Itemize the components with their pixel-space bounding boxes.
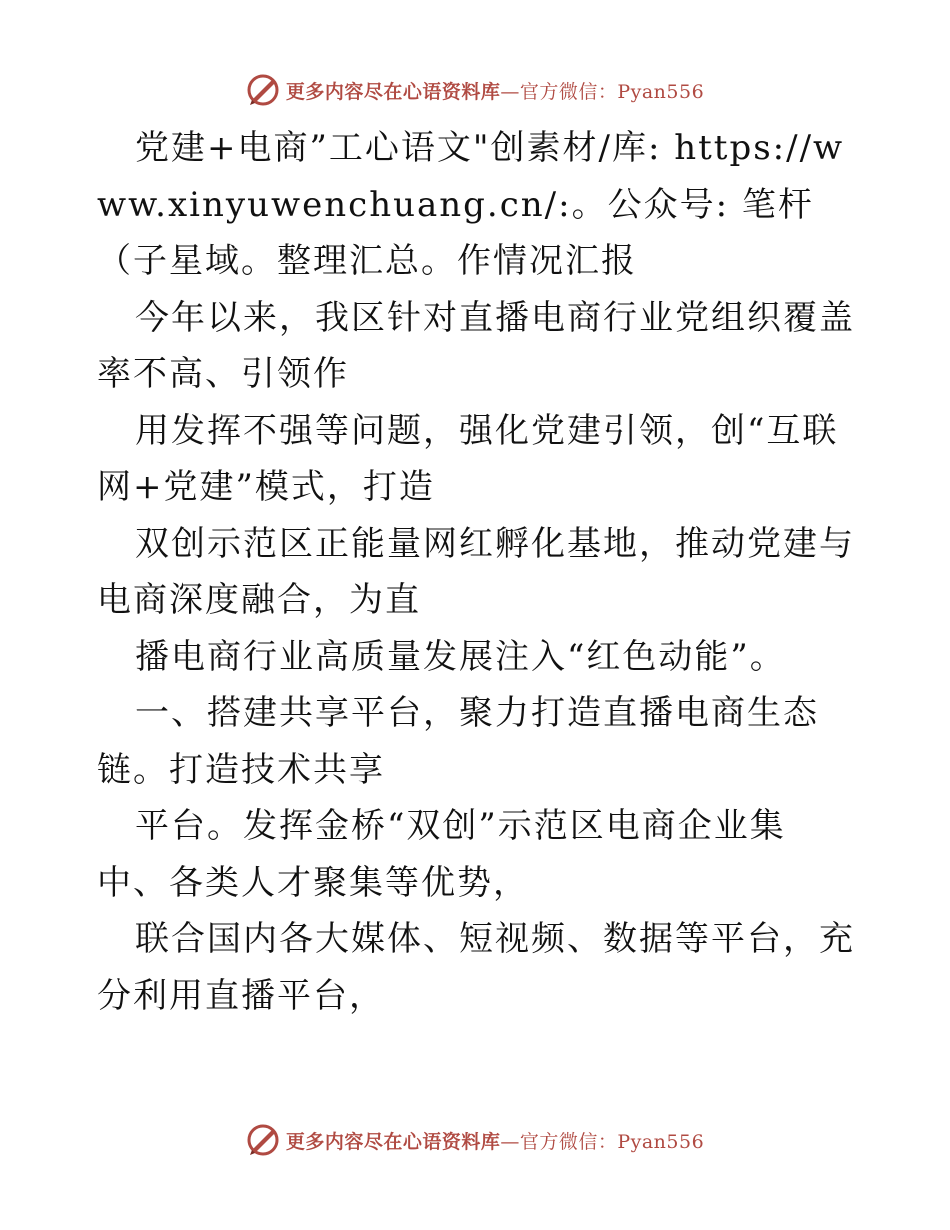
paragraph-3: 用发挥不强等问题，强化党建引领，创“互联网+党建”模式，打造 [97, 410, 839, 507]
paragraph-4: 双创示范区正能量网红孵化基地，推动党建与电商深度融合，为直 [97, 523, 855, 620]
paragraph-2: 今年以来，我区针对直播电商行业党组织覆盖率不高、引领作 [97, 297, 855, 394]
footer-banner [0, 1120, 950, 1160]
pen-logo-icon [246, 73, 280, 107]
paragraph-1: 党建+电商”工心语文"创素材/库: https://www.xinyuwenchuang.cn/:。公众号: 笔杆（子星域。整理汇总。作情况汇报 [97, 128, 845, 281]
header-banner-contact: 官方微信：Pyan556 [519, 80, 705, 103]
footer-banner-text [286, 1127, 704, 1154]
document-body [97, 120, 857, 1024]
paragraph-7: 平台。发挥金桥“双创”示范区电商企业集中、各类人才聚集等优势， [97, 806, 786, 903]
header-banner-text [286, 77, 704, 104]
paragraph-5: 播电商行业高质量发展注入“红色动能”。 [135, 636, 786, 677]
header-banner-separator: — [500, 80, 520, 103]
header-banner-main: 更多内容尽在心语资料库 [285, 80, 501, 103]
paragraph-8: 联合国内各大媒体、短视频、数据等平台，充分利用直播平台， [97, 919, 855, 1016]
paragraph-6: 一、搭建共享平台，聚力打造直播电商生态链。打造技术共享 [97, 693, 819, 790]
footer-banner-main: 更多内容尽在心语资料库 [285, 1130, 501, 1153]
footer-banner-contact: 官方微信：Pyan556 [519, 1130, 705, 1153]
footer-banner-separator: — [500, 1130, 520, 1153]
pen-logo-icon [246, 1123, 280, 1157]
header-banner [0, 70, 950, 110]
